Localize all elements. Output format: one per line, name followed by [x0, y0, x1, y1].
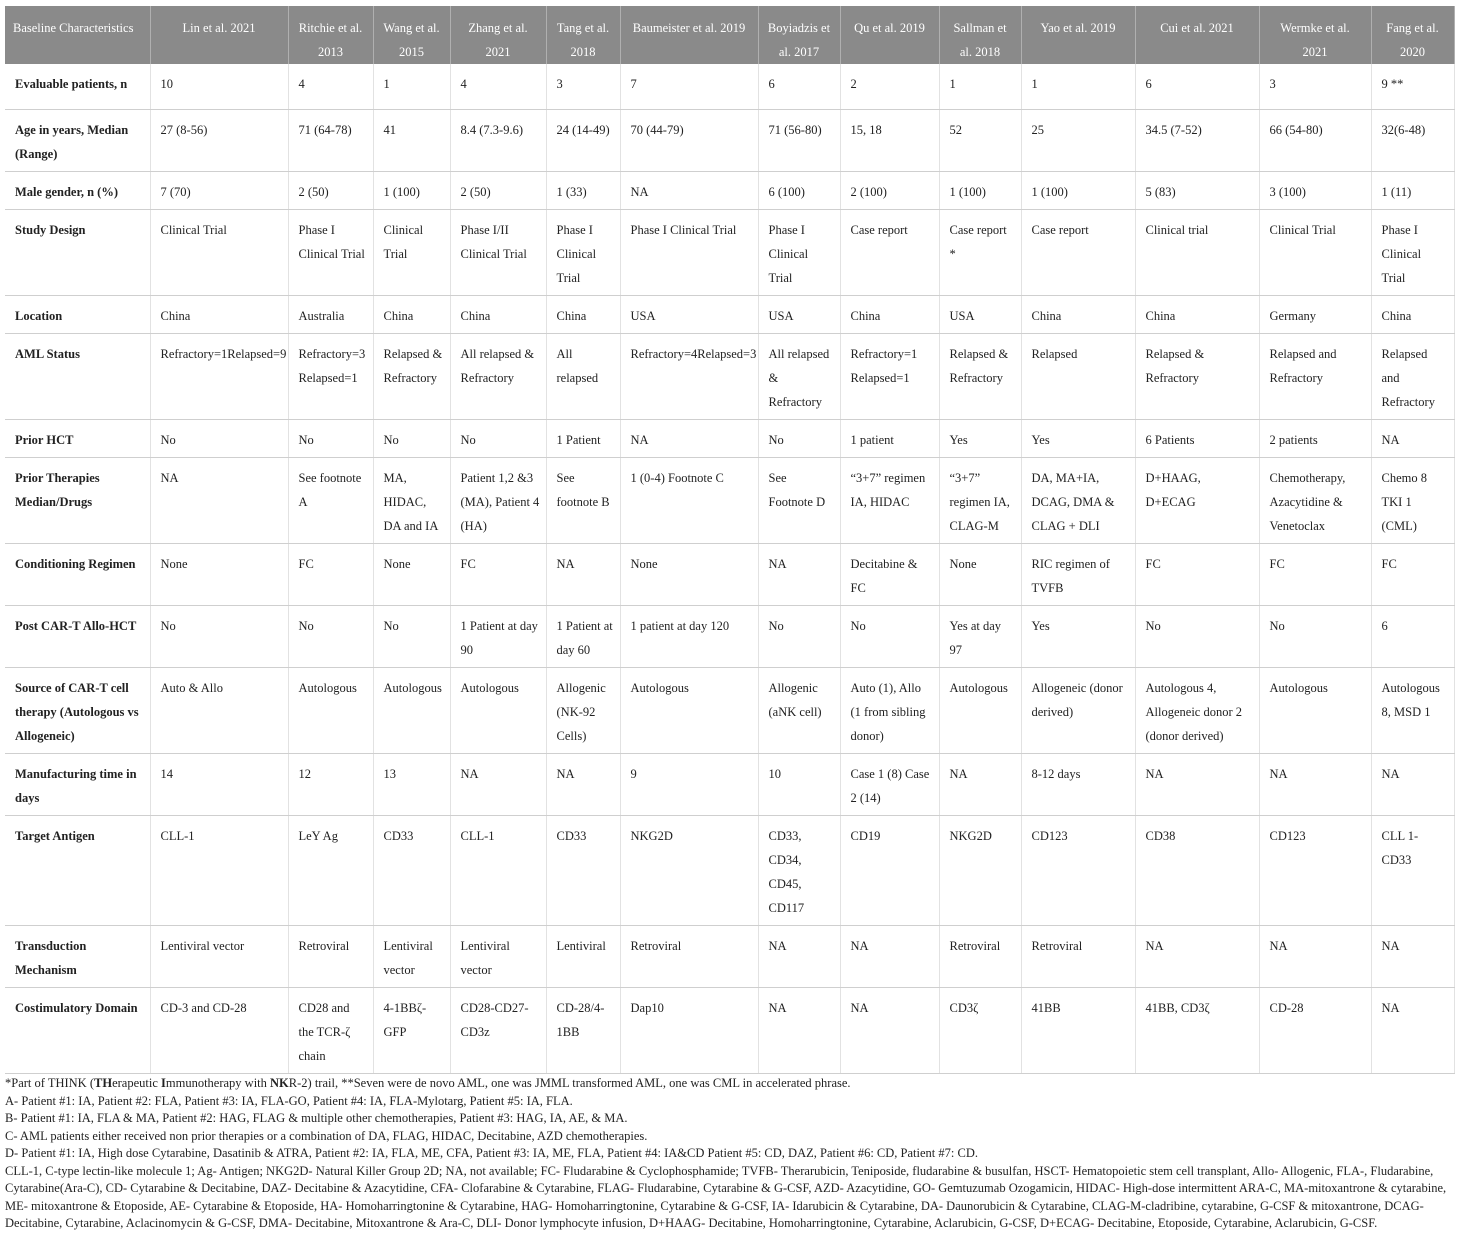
- table-cell: Yes: [1021, 419, 1135, 457]
- table-cell: China: [1135, 295, 1259, 333]
- table-cell: 7 (70): [150, 171, 288, 209]
- table-cell: NKG2D: [620, 815, 758, 925]
- row-label: Transduction Mechanism: [5, 925, 150, 987]
- table-cell: FC: [1259, 543, 1371, 605]
- footnote-star-text: mmunotherapy with: [165, 1076, 271, 1090]
- table-cell: 1 Patient at day 60: [546, 605, 620, 667]
- table-cell: CD19: [840, 815, 939, 925]
- table-cell: No: [840, 605, 939, 667]
- table-cell: 34.5 (7-52): [1135, 109, 1259, 171]
- table-cell: USA: [758, 295, 840, 333]
- table-cell: Phase I Clinical Trial: [758, 209, 840, 295]
- table-cell: See Footnote D: [758, 457, 840, 543]
- table-cell: Lentiviral vector: [373, 925, 450, 987]
- table-cell: Relapsed & Refractory: [373, 333, 450, 419]
- table-cell: NA: [620, 419, 758, 457]
- table-row: [5, 667, 1454, 753]
- footnote-star: [5, 1075, 1455, 1093]
- column-header-study: Lin et al. 2021: [150, 6, 288, 64]
- table-cell: 6: [1371, 605, 1454, 667]
- table-cell: All relapsed & Refractory: [450, 333, 546, 419]
- table-cell: 8.4 (7.3-9.6): [450, 109, 546, 171]
- table-cell: 6: [758, 64, 840, 109]
- table-cell: Germany: [1259, 295, 1371, 333]
- row-label: Prior HCT: [5, 419, 150, 457]
- table-cell: Allogenic (aNK cell): [758, 667, 840, 753]
- table-cell: CD33: [546, 815, 620, 925]
- table-cell: CD38: [1135, 815, 1259, 925]
- table-cell: 70 (44-79): [620, 109, 758, 171]
- table-cell: CD123: [1021, 815, 1135, 925]
- table-cell: Auto (1), Allo (1 from sibling donor): [840, 667, 939, 753]
- table-cell: USA: [620, 295, 758, 333]
- table-cell: 5 (83): [1135, 171, 1259, 209]
- table-cell: 1: [373, 64, 450, 109]
- column-header-study: Yao et al. 2019: [1021, 6, 1135, 64]
- table-cell: Clinical Trial: [150, 209, 288, 295]
- table-cell: CD-3 and CD-28: [150, 987, 288, 1073]
- table-cell: NA: [620, 171, 758, 209]
- table-row: [5, 987, 1454, 1073]
- table-cell: 2 (50): [288, 171, 373, 209]
- table-cell: No: [150, 605, 288, 667]
- table-cell: NA: [758, 925, 840, 987]
- table-cell: Clinical trial: [1135, 209, 1259, 295]
- table-cell: NA: [1371, 925, 1454, 987]
- table-cell: No: [1259, 605, 1371, 667]
- table-cell: 1 (100): [1021, 171, 1135, 209]
- table-cell: See footnote A: [288, 457, 373, 543]
- table-cell: Relapsed & Refractory: [1135, 333, 1259, 419]
- table-cell: China: [450, 295, 546, 333]
- table-cell: Lentiviral vector: [150, 925, 288, 987]
- table-cell: China: [546, 295, 620, 333]
- table-cell: China: [840, 295, 939, 333]
- table-cell: D+HAAG, D+ECAG: [1135, 457, 1259, 543]
- column-header-characteristics: Baseline Characteristics: [5, 6, 150, 64]
- table-cell: CD3ζ: [939, 987, 1021, 1073]
- table-cell: 10: [758, 753, 840, 815]
- table-cell: 66 (54-80): [1259, 109, 1371, 171]
- table-cell: 1 (11): [1371, 171, 1454, 209]
- table-cell: 71 (64-78): [288, 109, 373, 171]
- table-cell: 6: [1135, 64, 1259, 109]
- table-cell: 8-12 days: [1021, 753, 1135, 815]
- table-cell: None: [939, 543, 1021, 605]
- table-cell: Retroviral: [288, 925, 373, 987]
- table-cell: 41BB, CD3ζ: [1135, 987, 1259, 1073]
- table-cell: 3: [1259, 64, 1371, 109]
- table-cell: 9 **: [1371, 64, 1454, 109]
- table-cell: 32(6-48): [1371, 109, 1454, 171]
- table-cell: NA: [1259, 753, 1371, 815]
- table-cell: 12: [288, 753, 373, 815]
- table-cell: 52: [939, 109, 1021, 171]
- table-cell: Autologous: [620, 667, 758, 753]
- table-cell: No: [288, 605, 373, 667]
- column-header-study: Wermke et al. 2021: [1259, 6, 1371, 64]
- table-cell: Autologous: [1259, 667, 1371, 753]
- table-cell: NA: [450, 753, 546, 815]
- table-cell: LeY Ag: [288, 815, 373, 925]
- table-row: [5, 925, 1454, 987]
- footnote-star-bold: I: [161, 1076, 166, 1090]
- footnote-a: A- Patient #1: IA, Patient #2: FLA, Patient #3: IA, FLA-GO, Patient #4: IA, FLA-Mylotarg, Patient #5: IA, FLA.: [5, 1093, 573, 1108]
- table-cell: Patient 1,2 &3 (MA), Patient 4 (HA): [450, 457, 546, 543]
- table-cell: 1 (33): [546, 171, 620, 209]
- table-body: [5, 64, 1454, 1073]
- table-cell: Case report *: [939, 209, 1021, 295]
- table-cell: No: [758, 419, 840, 457]
- table-row: [5, 333, 1454, 419]
- table-cell: 6 (100): [758, 171, 840, 209]
- table-row: [5, 419, 1454, 457]
- table-cell: Refractory=4Relapsed=3: [620, 333, 758, 419]
- row-label: AML Status: [5, 333, 150, 419]
- table-cell: Phase I Clinical Trial: [546, 209, 620, 295]
- table-cell: Phase I/II Clinical Trial: [450, 209, 546, 295]
- table-cell: Relapsed: [1021, 333, 1135, 419]
- table-cell: 1 Patient: [546, 419, 620, 457]
- table-cell: NA: [1135, 753, 1259, 815]
- row-label: Age in years, Median (Range): [5, 109, 150, 171]
- table-cell: Clinical Trial: [1259, 209, 1371, 295]
- table-cell: 2: [840, 64, 939, 109]
- table-cell: Lentiviral: [546, 925, 620, 987]
- table-cell: Case 1 (8) Case 2 (14): [840, 753, 939, 815]
- table-cell: NA: [546, 543, 620, 605]
- table-cell: 9: [620, 753, 758, 815]
- table-cell: CD-28: [1259, 987, 1371, 1073]
- table-cell: Clinical Trial: [373, 209, 450, 295]
- table-cell: Yes: [939, 419, 1021, 457]
- table-cell: 1 (0-4) Footnote C: [620, 457, 758, 543]
- table-cell: 41BB: [1021, 987, 1135, 1073]
- table-row: [5, 605, 1454, 667]
- table-cell: No: [288, 419, 373, 457]
- table-cell: NA: [1371, 753, 1454, 815]
- table-cell: 1: [1021, 64, 1135, 109]
- table-cell: NA: [1135, 925, 1259, 987]
- table-cell: Auto & Allo: [150, 667, 288, 753]
- row-label: Costimulatory Domain: [5, 987, 150, 1073]
- table-cell: Retroviral: [1021, 925, 1135, 987]
- table-cell: CLL 1- CD33: [1371, 815, 1454, 925]
- footnote-star-text: R-2) trail, **Seven were de novo AML, one was JMML transformed AML, one was CML in accelerated phrase.: [288, 1076, 851, 1090]
- table-cell: Phase I Clinical Trial: [288, 209, 373, 295]
- row-label: Study Design: [5, 209, 150, 295]
- table-cell: MA, HIDAC, DA and IA: [373, 457, 450, 543]
- row-label: Target Antigen: [5, 815, 150, 925]
- table-cell: 14: [150, 753, 288, 815]
- column-header-study: Qu et al. 2019: [840, 6, 939, 64]
- table-cell: China: [150, 295, 288, 333]
- table-cell: 2 (100): [840, 171, 939, 209]
- table-cell: China: [1021, 295, 1135, 333]
- table-cell: NA: [758, 543, 840, 605]
- table-cell: 41: [373, 109, 450, 171]
- table-cell: Autologous: [450, 667, 546, 753]
- table-cell: NA: [1371, 987, 1454, 1073]
- table-cell: 1: [939, 64, 1021, 109]
- column-header-study: Cui et al. 2021: [1135, 6, 1259, 64]
- table-cell: No: [373, 419, 450, 457]
- column-header-study: Baumeister et al. 2019: [620, 6, 758, 64]
- footnote-b: B- Patient #1: IA, FLA & MA, Patient #2: HAG, FLAG & multiple other chemotherapies, Patient #3: HAG, IA, AE, & MA.: [5, 1111, 628, 1125]
- baseline-characteristics-table: [5, 6, 1455, 1074]
- table-cell: Case report: [840, 209, 939, 295]
- table-cell: 2 (50): [450, 171, 546, 209]
- table-cell: Relapsed and Refractory: [1371, 333, 1454, 419]
- table-cell: RIC regimen of TVFB: [1021, 543, 1135, 605]
- table-cell: Retroviral: [620, 925, 758, 987]
- table-cell: Decitabine & FC: [840, 543, 939, 605]
- table-cell: CD28 and the TCR-ζ chain: [288, 987, 373, 1073]
- table-cell: 6 Patients: [1135, 419, 1259, 457]
- table-cell: Autologous: [373, 667, 450, 753]
- column-header-study: Tang et al. 2018: [546, 6, 620, 64]
- table-row: [5, 109, 1454, 171]
- table-cell: See footnote B: [546, 457, 620, 543]
- column-header-study: Wang et al. 2015: [373, 6, 450, 64]
- table-cell: FC: [1371, 543, 1454, 605]
- table-cell: 25: [1021, 109, 1135, 171]
- table-cell: CLL-1: [150, 815, 288, 925]
- row-label: Evaluable patients, n: [5, 64, 150, 109]
- table-cell: 27 (8-56): [150, 109, 288, 171]
- table-cell: CD123: [1259, 815, 1371, 925]
- table-cell: Dap10: [620, 987, 758, 1073]
- table-cell: Refractory=3 Relapsed=1: [288, 333, 373, 419]
- row-label: Source of CAR-T cell therapy (Autologous vs Allogeneic): [5, 667, 150, 753]
- table-row: [5, 171, 1454, 209]
- table-cell: All relapsed & Refractory: [758, 333, 840, 419]
- table-cell: CLL-1: [450, 815, 546, 925]
- table-cell: NA: [840, 925, 939, 987]
- table-cell: NA: [150, 457, 288, 543]
- table-cell: No: [373, 605, 450, 667]
- table-row: [5, 64, 1454, 109]
- table-cell: NA: [840, 987, 939, 1073]
- table-cell: 1 patient: [840, 419, 939, 457]
- row-label: Prior Therapies Median/Drugs: [5, 457, 150, 543]
- footnotes: [5, 1075, 1455, 1233]
- table-cell: 3: [546, 64, 620, 109]
- footnote-star-bold: TH: [94, 1076, 113, 1090]
- table-cell: Autologous 4, Allogeneic donor 2 (donor derived): [1135, 667, 1259, 753]
- table-cell: Phase I Clinical Trial: [620, 209, 758, 295]
- table-cell: Relapsed & Refractory: [939, 333, 1021, 419]
- table-cell: 3 (100): [1259, 171, 1371, 209]
- table-cell: None: [150, 543, 288, 605]
- table-cell: 24 (14-49): [546, 109, 620, 171]
- table-cell: None: [373, 543, 450, 605]
- table-cell: 1 patient at day 120: [620, 605, 758, 667]
- column-header-study: Sallman et al. 2018: [939, 6, 1021, 64]
- table-cell: 4-1BBζ-GFP: [373, 987, 450, 1073]
- column-header-study: Ritchie et al. 2013: [288, 6, 373, 64]
- table-cell: “3+7” regimen IA, CLAG-M: [939, 457, 1021, 543]
- table-cell: Yes: [1021, 605, 1135, 667]
- table-row: [5, 753, 1454, 815]
- table-cell: No: [758, 605, 840, 667]
- table-cell: Relapsed and Refractory: [1259, 333, 1371, 419]
- footnote-star-text: erapeutic: [112, 1076, 161, 1090]
- table-cell: DA, MA+IA, DCAG, DMA & CLAG + DLI: [1021, 457, 1135, 543]
- column-header-study: Zhang et al. 2021: [450, 6, 546, 64]
- table-row: [5, 543, 1454, 605]
- footnote-star-bold: NK: [270, 1076, 289, 1090]
- table-cell: Retroviral: [939, 925, 1021, 987]
- table-cell: CD28-CD27-CD3z: [450, 987, 546, 1073]
- column-header-study: Boyiadzis et al. 2017: [758, 6, 840, 64]
- row-label: Conditioning Regimen: [5, 543, 150, 605]
- table-cell: Autologous 8, MSD 1: [1371, 667, 1454, 753]
- footnote-abbreviations: CLL-1, C-type lectin-like molecule 1; Ag- Antigen; NKG2D- Natural Killer Group 2D; NA, not available; FC- Fludarabine & Cyclophosphamide; TVFB- Therarubicin, Teniposide, fludarabine & busulfan, HSCT- Hematopoietic stem cell transplant, Allo- Allogenic, FLA-, Fludarabine, Cytarabine(Ara-C), CD- Cytarabine & Decitabine, DAZ- Decitabine & Azacytidine, CFA- Clofarabine & Cytarabine, FLAG- Fludarabine, Cytarabine & G-CSF, AZD- Azacytidine, GO- Gemtuzumab Ozogamicin, HIDAC- High-dose intermittent ARA-C, MA-mitoxantrone & cytarabine, ME- mitoxantrone & Etoposide, AE- Cytarabine & Etoposide, HA- Homoharringtonine & Cytarabine, HAG- Homoharringtonine, Cytarabine & G-CSF, IA- Idarubicin & Cytarabine, DA- Daunorubicin & Cytarabine, CLAG-M-cladribine, cytarabine, G-CSF & mitoxantrone, DCAG- Decitabine, Cytarabine, Aclacinomycin & G-CSF, DMA- Decitabine, Mitoxantrone & Ara-C, DLI- Donor lymphocyte infusion, D+HAAG- Decitabine, Homoharringtonine, Cytarabine, Aclarubicin, G-CSF, D+ECAG- Decitabine, Etoposide, Cytarabine, Aclarubicin, G-CSF.: [5, 1163, 1447, 1230]
- table-cell: NA: [1259, 925, 1371, 987]
- table-cell: 1 (100): [373, 171, 450, 209]
- table-cell: 1 Patient at day 90: [450, 605, 546, 667]
- row-label: Location: [5, 295, 150, 333]
- table-row: [5, 457, 1454, 543]
- table-cell: NA: [1371, 419, 1454, 457]
- table-cell: FC: [450, 543, 546, 605]
- table-cell: NA: [758, 987, 840, 1073]
- table-cell: Allogenic (NK-92 Cells): [546, 667, 620, 753]
- header-row: [5, 6, 1454, 64]
- table-cell: No: [450, 419, 546, 457]
- footnote-d: D- Patient #1: IA, High dose Cytarabine, Dasatinib & ATRA, Patient #2: IA, FLA, ME, CFA, Patient #3: IA, ME, FLA, Patient #4: IA&CD Patient #5: CD, DAZ, Patient #6: CD, Patient #7: CD.: [5, 1146, 978, 1160]
- table-cell: Yes at day 97: [939, 605, 1021, 667]
- table-cell: Phase I Clinical Trial: [1371, 209, 1454, 295]
- table-cell: 1 (100): [939, 171, 1021, 209]
- row-label: Male gender, n (%): [5, 171, 150, 209]
- table-cell: Australia: [288, 295, 373, 333]
- row-label: Manufacturing time in days: [5, 753, 150, 815]
- table-cell: 2 patients: [1259, 419, 1371, 457]
- table-cell: Lentiviral vector: [450, 925, 546, 987]
- table-row: [5, 209, 1454, 295]
- table-cell: CD-28/4-1BB: [546, 987, 620, 1073]
- table-cell: 4: [288, 64, 373, 109]
- table-cell: 13: [373, 753, 450, 815]
- table-cell: Refractory=1 Relapsed=1: [840, 333, 939, 419]
- column-header-study: Fang et al. 2020: [1371, 6, 1454, 64]
- table-cell: No: [150, 419, 288, 457]
- table-cell: Case report: [1021, 209, 1135, 295]
- table-cell: 15, 18: [840, 109, 939, 171]
- table-cell: China: [1371, 295, 1454, 333]
- table-cell: 4: [450, 64, 546, 109]
- table-cell: 10: [150, 64, 288, 109]
- table-cell: Chemotherapy, Azacytidine & Venetoclax: [1259, 457, 1371, 543]
- footnote-star-text: *Part of THINK (: [5, 1076, 94, 1090]
- table-cell: Autologous: [288, 667, 373, 753]
- table-cell: NKG2D: [939, 815, 1021, 925]
- table-cell: “3+7” regimen IA, HIDAC: [840, 457, 939, 543]
- table-cell: NA: [939, 753, 1021, 815]
- table-cell: Autologous: [939, 667, 1021, 753]
- table-cell: FC: [1135, 543, 1259, 605]
- footnote-c: C- AML patients either received non prior therapies or a combination of DA, FLAG, HIDAC, Decitabine, AZD chemotherapies.: [5, 1128, 648, 1143]
- table-cell: Allogeneic (donor derived): [1021, 667, 1135, 753]
- table-cell: Refractory=1Relapsed=9: [150, 333, 288, 419]
- table-cell: No: [1135, 605, 1259, 667]
- table-cell: CD33: [373, 815, 450, 925]
- table-cell: 7: [620, 64, 758, 109]
- table-cell: Chemo 8 TKI 1 (CML): [1371, 457, 1454, 543]
- table-cell: 71 (56-80): [758, 109, 840, 171]
- table-cell: CD33, CD34, CD45, CD117: [758, 815, 840, 925]
- table-row: [5, 815, 1454, 925]
- table-cell: USA: [939, 295, 1021, 333]
- row-label: Post CAR-T Allo-HCT: [5, 605, 150, 667]
- table-cell: None: [620, 543, 758, 605]
- table-cell: NA: [546, 753, 620, 815]
- table-cell: China: [373, 295, 450, 333]
- table-cell: All relapsed: [546, 333, 620, 419]
- table-row: [5, 295, 1454, 333]
- table-cell: FC: [288, 543, 373, 605]
